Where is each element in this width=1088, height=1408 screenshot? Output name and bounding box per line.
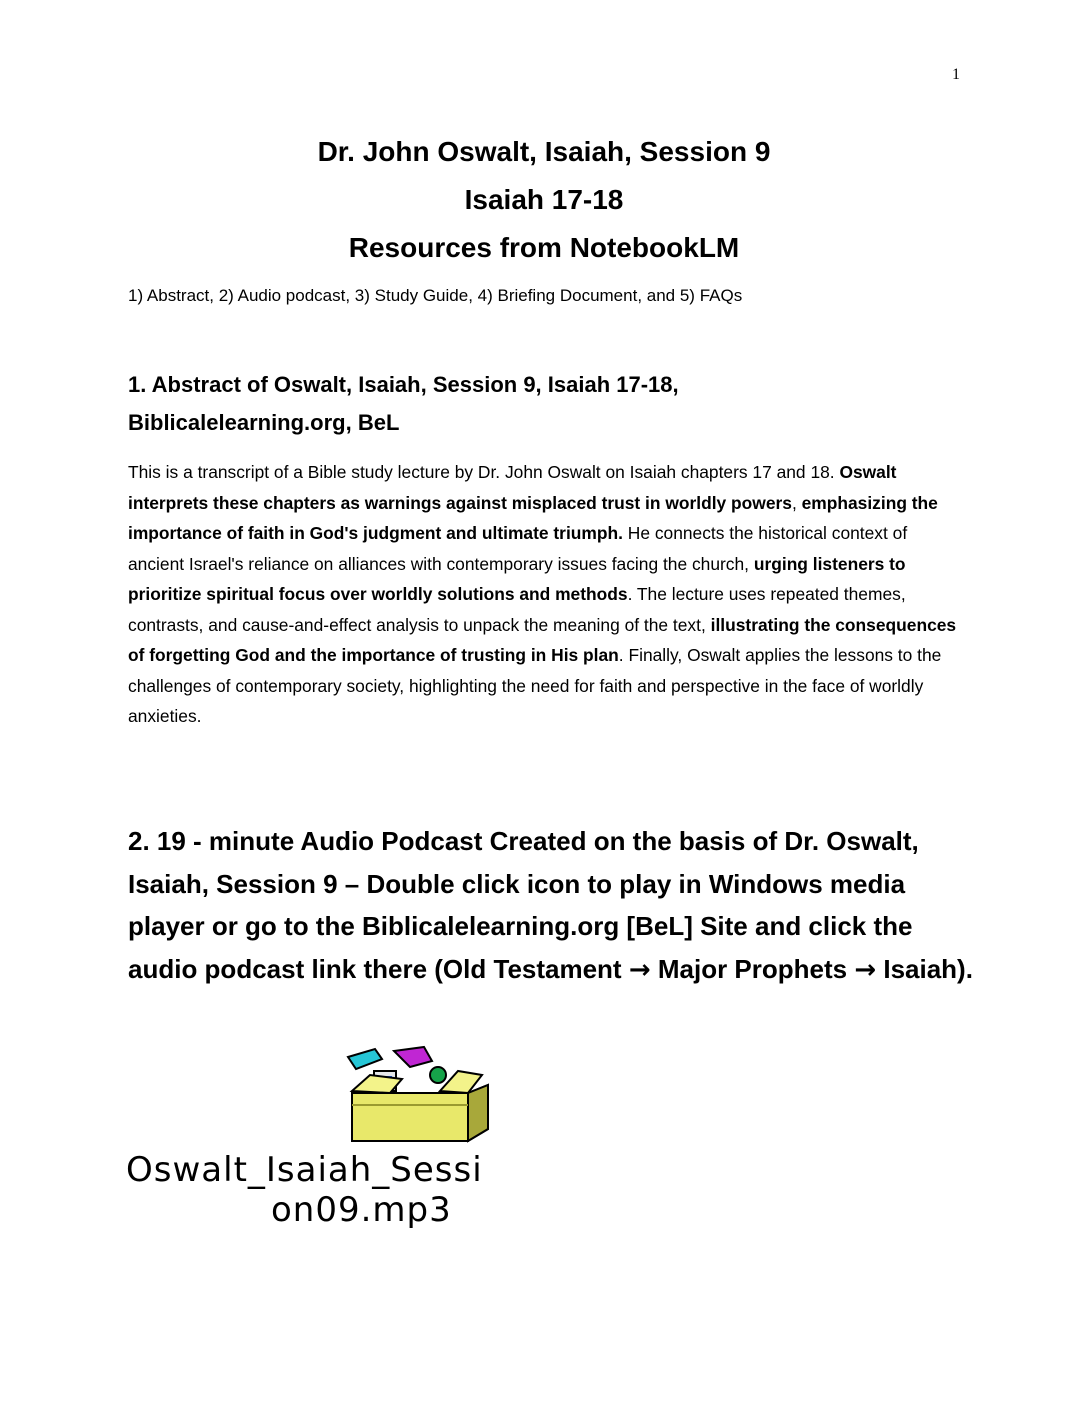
abstract-text: . Finally, Oswalt applies the lessons to the challenges of contemporary society, highlighting the need for faith and perspective in the face of worldly anxieties. (128, 645, 942, 726)
audio-file-name-line2: on09.mp3 (271, 1190, 452, 1230)
abstract-text: . The lecture uses repeated themes, contrasts, and cause-and-effect analysis to unpack the meaning of the text, (128, 584, 906, 635)
page-number: 1 (952, 66, 960, 83)
abstract-emphasis: emphasizing the importance of faith in God's judgment and ultimate triumph. (128, 492, 938, 543)
section2-heading-text: Major Prophets (650, 953, 855, 984)
section2-heading-text: Isaiah). (876, 953, 973, 984)
abstract-paragraph (128, 457, 968, 732)
audio-file-name-line1: Oswalt_Isaiah_Sessi (126, 1150, 483, 1190)
title-line-3: Resources from NotebookLM (348, 232, 740, 263)
abstract-text: He connects the historical context of ancient Israel's reliance on alliances with contemporary issues facing the church, (128, 523, 908, 574)
package-icon[interactable] (330, 1045, 510, 1145)
section1-heading-line2: Biblicalelearning.org, BeL (128, 410, 400, 435)
abstract-text: , (791, 492, 802, 513)
audio-file-label[interactable] (126, 1150, 706, 1230)
abstract-emphasis: urging listeners to prioritize spiritual focus over worldly solutions and methods (128, 553, 906, 604)
arrow-right-icon: → (628, 954, 651, 985)
title-line-2: Isaiah 17-18 (464, 184, 624, 215)
section2-heading (128, 820, 978, 991)
section2-heading-text: 2. 19 - minute Audio Podcast Created on the basis of Dr. Oswalt, Isaiah, Session 9 – Double click icon to play in Windows media player or go to the Biblicalelearning.org [BeL] Site and click the audio podcast link there (Old Testament (128, 826, 919, 984)
contents-list: 1) Abstract, 2) Audio podcast, 3) Study Guide, 4) Briefing Document, and 5) FAQs (128, 286, 743, 305)
section1-heading (128, 366, 968, 442)
section1-heading-line1: 1. Abstract of Oswalt, Isaiah, Session 9, Isaiah 17-18, (128, 372, 679, 397)
title-line-1: Dr. John Oswalt, Isaiah, Session 9 (317, 136, 771, 167)
arrow-right-icon: → (854, 954, 877, 985)
abstract-emphasis: Oswalt interprets these chapters as warnings against misplaced trust in worldly powers (128, 462, 897, 513)
abstract-emphasis: illustrating the consequences of forgetting God and the importance of trusting in His plan (128, 614, 957, 665)
document-title (0, 128, 1088, 272)
abstract-text: This is a transcript of a Bible study lecture by Dr. John Oswalt on Isaiah chapters 17 and 18. (128, 462, 840, 482)
